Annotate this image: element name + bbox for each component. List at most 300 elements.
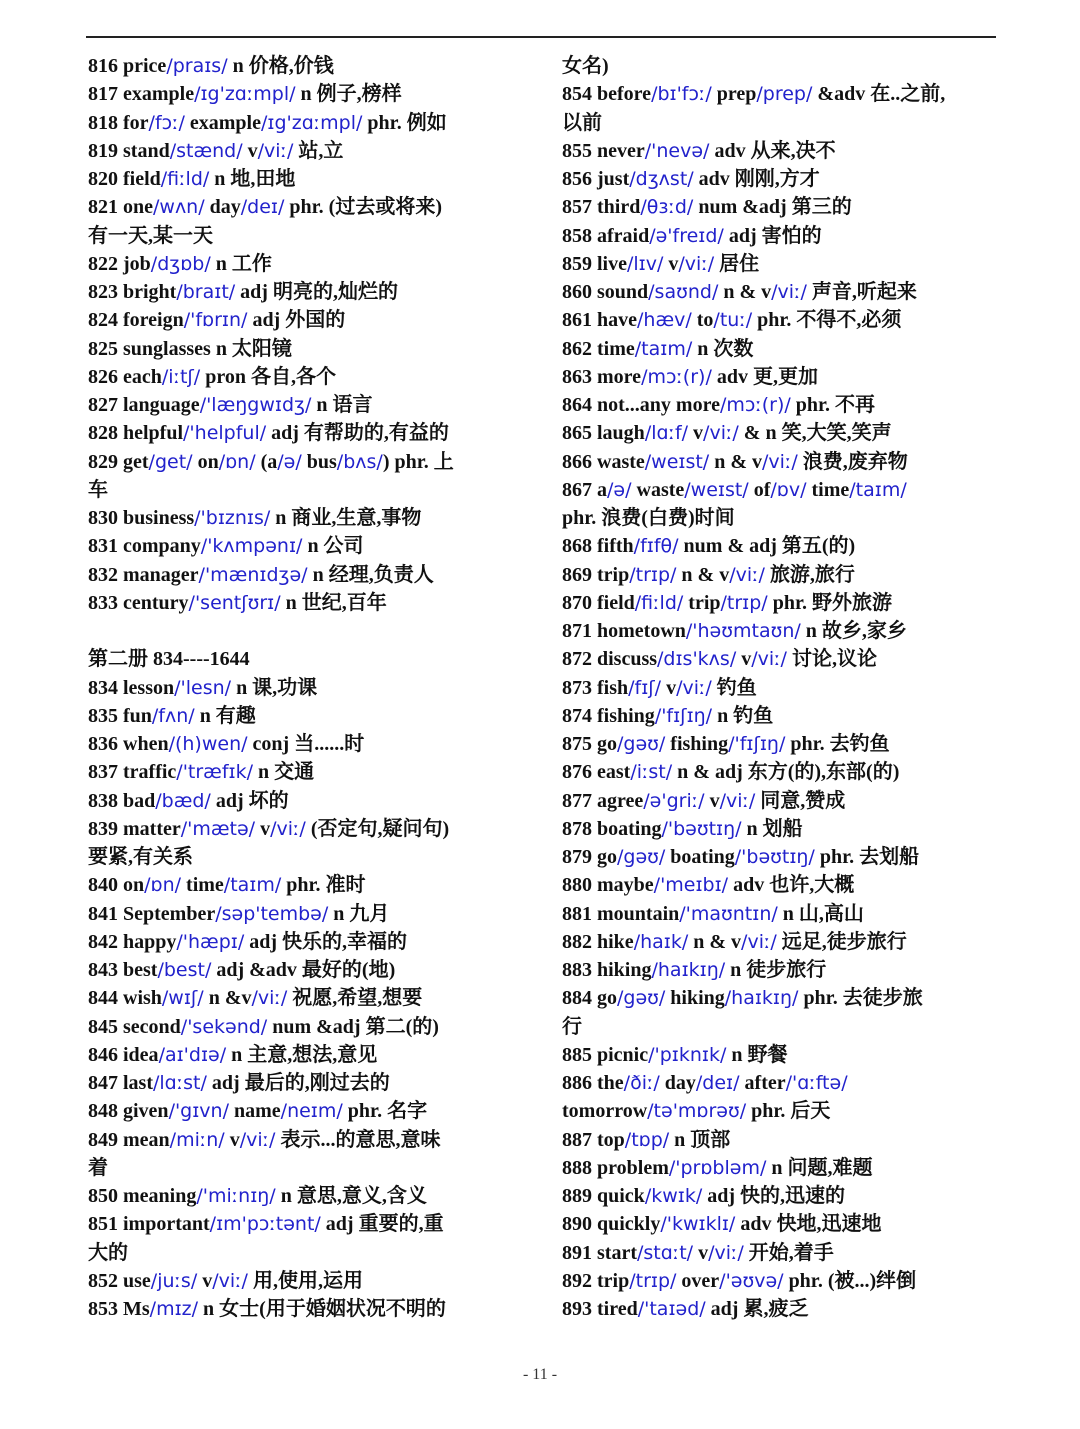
vocab-line	[88, 165, 522, 193]
phonetic: /viː/	[751, 648, 787, 671]
phonetic: /neɪm/	[280, 1100, 343, 1123]
phonetic: /best/	[157, 959, 212, 981]
entry-text: n 划船	[741, 817, 803, 840]
phonetic: /'nevə/	[644, 139, 710, 162]
phonetic: /'ɑːftə/	[785, 1072, 848, 1094]
phonetic: /dʒʌst/	[629, 168, 694, 190]
phonetic: /gəʊ/	[617, 987, 666, 1010]
entry-text: 876 east	[562, 761, 631, 784]
entry-text: 817 example	[88, 83, 195, 106]
entry-text: num & adj 第五(的)	[678, 535, 856, 558]
phonetic: /viː/	[703, 422, 739, 445]
phonetic: /juːs/	[150, 1269, 198, 1292]
vocab-line	[88, 730, 522, 758]
entry-text: v	[255, 817, 271, 840]
entry-text: 第二册 834----1644	[88, 648, 250, 671]
entry-text: bus	[301, 450, 337, 473]
entry-text: v	[736, 648, 752, 671]
vocab-line	[562, 645, 1002, 673]
entry-text: 843 best	[88, 959, 158, 981]
entry-text: 872 discuss	[562, 648, 658, 671]
entry-text: 882 hike	[562, 930, 634, 953]
vocab-line	[88, 222, 522, 250]
phonetic: /saʊnd/	[648, 281, 719, 303]
entry-text: 865 laugh	[562, 422, 645, 445]
entry-text: 以前	[562, 111, 602, 134]
entry-text: n 徒步旅行	[725, 959, 827, 981]
entry-text: phr. 去徒步旅	[798, 987, 923, 1010]
entry-text: 大的	[88, 1241, 128, 1264]
entry-text: 834 lesson	[88, 676, 175, 699]
entry-text: &adv 在..之前,	[812, 83, 946, 106]
entry-text: 891 start	[562, 1241, 637, 1264]
entry-text: 878 boating	[562, 817, 662, 840]
phonetic: /ə/	[607, 478, 632, 501]
phonetic: /viː/	[678, 252, 715, 275]
vocab-line	[562, 815, 1002, 843]
vocab-line	[88, 193, 522, 221]
phonetic: /get/	[148, 450, 193, 473]
entry-text: n 交通	[253, 761, 315, 784]
entry-text: time	[806, 478, 850, 501]
entry-text: 841 September	[88, 902, 216, 925]
vocab-line	[562, 476, 1002, 504]
phonetic: /dʒɒb/	[150, 252, 211, 275]
page-number: - 11 -	[522, 1366, 558, 1383]
phonetic: /haɪk/	[633, 930, 689, 953]
phonetic: /(h)wen/	[168, 733, 248, 755]
entry-text: v	[224, 1128, 240, 1151]
phonetic: /aɪ'dɪə/	[158, 1043, 227, 1066]
entry-text: time	[181, 874, 224, 897]
vocab-line	[88, 787, 522, 815]
vocab-line	[88, 391, 522, 419]
phonetic: /viː/	[676, 676, 712, 699]
entry-text: n 价格,价钱	[227, 55, 334, 77]
entry-text: phr. 不得不,必须	[752, 309, 902, 332]
phonetic: /dɪs'kʌs/	[657, 648, 737, 671]
entry-text: 889 quick	[562, 1185, 645, 1207]
vocab-line	[562, 391, 1002, 419]
entry-text: adv 快地,迅速地	[735, 1213, 882, 1236]
vocab-line	[562, 758, 1002, 786]
entry-text: 847 last	[88, 1072, 153, 1094]
entry-text: n 顶部	[669, 1128, 731, 1151]
left-column	[88, 52, 522, 1323]
entry-text: 881 mountain	[562, 902, 680, 925]
vocab-line	[88, 645, 522, 673]
entry-text: 842 happy	[88, 930, 177, 953]
phonetic: /'bɪznɪs/	[194, 507, 271, 529]
vocab-line	[562, 137, 1002, 165]
phonetic: /viː/	[251, 987, 288, 1010]
entry-text: 821 one	[88, 196, 153, 219]
vocab-line	[562, 1126, 1002, 1154]
vocab-line	[88, 109, 522, 137]
vocab-line	[562, 1239, 1002, 1267]
entry-text: 857 third	[562, 196, 641, 219]
entry-text: 852 use	[88, 1269, 151, 1292]
vocab-line	[562, 1267, 1002, 1295]
phonetic: /wʌn/	[153, 196, 205, 219]
entry-text: 830 business	[88, 507, 195, 529]
vocab-line	[88, 984, 522, 1012]
entry-text: 837 traffic	[88, 761, 177, 784]
vocab-line	[562, 1154, 1002, 1182]
phonetic: /fɪʃ/	[628, 676, 662, 699]
phonetic: /braɪt/	[176, 281, 236, 303]
phonetic: /prep/	[756, 83, 813, 106]
entry-text: 840 on	[88, 874, 145, 897]
phonetic: /'sentʃʊrɪ/	[188, 591, 281, 614]
entry-text: waste	[631, 478, 685, 501]
phonetic: /kwɪk/	[644, 1185, 703, 1207]
entry-text: 859 live	[562, 252, 627, 275]
entry-text: on	[192, 450, 219, 473]
vocab-line	[562, 1210, 1002, 1238]
phonetic: /'gɪvn/	[168, 1100, 229, 1123]
entry-text: 848 given	[88, 1100, 169, 1123]
entry-text: day	[659, 1072, 696, 1094]
vocab-line	[562, 109, 1002, 137]
vocab-line	[562, 1097, 1002, 1125]
entry-text: pron 各自,各个	[200, 365, 336, 388]
vocab-line	[88, 532, 522, 560]
entry-text: adj 外国的	[247, 309, 346, 332]
entry-text: 行	[562, 1015, 582, 1038]
phonetic: /gəʊ/	[617, 733, 666, 755]
vocab-line	[88, 1182, 522, 1210]
phonetic: /ðiː/	[623, 1072, 660, 1094]
entry-text: 表示...的意思,意味	[275, 1128, 441, 1151]
vocab-line	[88, 1069, 522, 1097]
phonetic: /stɑːt/	[636, 1241, 694, 1264]
phonetic: /lɑːf/	[644, 422, 689, 445]
entry-text: 钓鱼	[711, 676, 757, 699]
entry-text: 开始,着手	[743, 1241, 834, 1264]
vocab-line	[562, 278, 1002, 306]
entry-text: 871 hometown	[562, 620, 686, 642]
entry-text: n 问题,难题	[766, 1156, 873, 1179]
vocab-line	[88, 758, 522, 786]
entry-text: phr. 准时	[281, 874, 366, 897]
entry-text: adv 刚刚,方才	[693, 168, 820, 190]
entry-text: 851 important	[88, 1213, 210, 1236]
entry-text: 873 fish	[562, 676, 629, 699]
entry-text: 822 job	[88, 252, 151, 275]
entry-text: n & v	[676, 563, 730, 586]
entry-text: 849 mean	[88, 1128, 170, 1151]
vocab-line	[88, 476, 522, 504]
entry-text: 818 for	[88, 111, 149, 134]
phonetic: /'sekənd/	[180, 1015, 268, 1038]
entry-text: n 次数	[692, 337, 754, 360]
vocab-line	[88, 448, 522, 476]
phonetic: /'prɒbləm/	[668, 1156, 767, 1179]
entry-text: v	[197, 1269, 213, 1292]
entry-text: n & v	[688, 930, 742, 953]
entry-text: after	[739, 1072, 786, 1094]
entry-text: v	[242, 139, 258, 162]
entry-text: phr. 去划船	[814, 846, 920, 868]
vocab-line	[562, 532, 1002, 560]
entry-text: n 语言	[311, 394, 373, 416]
entry-text: num &adj 第二(的)	[267, 1015, 439, 1038]
entry-text: ) phr. 上	[382, 450, 454, 473]
vocab-line	[88, 1267, 522, 1295]
phonetic: /praɪs/	[166, 55, 228, 77]
phonetic: /iːtʃ/	[161, 365, 201, 388]
vocab-line	[88, 674, 522, 702]
entry-text: adj 有帮助的,有益的	[266, 422, 449, 445]
vocab-line	[562, 250, 1002, 278]
phonetic: /'miːnɪŋ/	[196, 1185, 276, 1207]
entry-text: phr. 例如	[362, 111, 447, 134]
entry-text: 839 matter	[88, 817, 181, 840]
top-rule	[86, 36, 996, 38]
phonetic: /trɪp/	[629, 563, 677, 586]
entry-text: n 课,功课	[231, 676, 318, 699]
vocab-line	[88, 1126, 522, 1154]
phonetic: /gəʊ/	[617, 846, 666, 868]
entry-text: 856 just	[562, 168, 630, 190]
entry-text: 883 hiking	[562, 959, 652, 981]
entry-text: 浪费,废弃物	[797, 450, 908, 473]
entry-text: 827 language	[88, 394, 200, 416]
phonetic: /tɒp/	[624, 1128, 670, 1151]
entry-text: 879 go	[562, 846, 617, 868]
vocab-line	[88, 589, 522, 617]
phonetic: /mɔː(r)/	[641, 365, 712, 388]
right-column	[562, 52, 1002, 1323]
entry-text: n 世纪,百年	[280, 591, 387, 614]
entry-text: 869 trip	[562, 563, 630, 586]
vocab-line	[88, 250, 522, 278]
phonetic: /'lesn/	[174, 676, 232, 699]
entry-text: 车	[88, 478, 108, 501]
phonetic: /fʌn/	[151, 704, 195, 727]
entry-text: over	[676, 1269, 720, 1292]
vocab-line	[88, 1210, 522, 1238]
entry-text: adj 坏的	[210, 789, 289, 812]
entry-text: v	[704, 789, 720, 812]
entry-text: 875 go	[562, 733, 617, 755]
entry-text: n 工作	[210, 252, 272, 275]
vocab-line	[88, 306, 522, 334]
entry-text: 850 meaning	[88, 1185, 197, 1207]
entry-text: 893 tired	[562, 1298, 638, 1320]
phonetic: /hæv/	[637, 309, 692, 332]
entry-text: n 商业,生意,事物	[270, 507, 422, 529]
entry-text: 833 century	[88, 591, 189, 614]
phonetic: /'həʊmtaʊn/	[685, 620, 801, 642]
phonetic: /ɪg'zɑːmpl/	[194, 83, 296, 106]
entry-text: adj 快的,迅速的	[702, 1185, 846, 1207]
entry-text: v	[663, 252, 679, 275]
vocab-line	[562, 1041, 1002, 1069]
entry-text: 835 fun	[88, 704, 152, 727]
entry-text: 880 maybe	[562, 874, 654, 897]
phonetic: /θɜːd/	[640, 196, 694, 219]
entry-text: 874 fishing	[562, 704, 655, 727]
entry-text: 824 foreign	[88, 309, 184, 332]
vocab-line	[88, 363, 522, 391]
entry-text: hiking	[665, 987, 725, 1010]
phonetic: /'fɒrɪn/	[183, 309, 248, 332]
entry-text: 845 second	[88, 1015, 181, 1038]
vocab-line	[88, 617, 522, 645]
entry-text: num &adj 第三的	[693, 196, 852, 219]
entry-text: 888 problem	[562, 1156, 669, 1179]
entry-text: 要紧,有关系	[88, 846, 193, 868]
phonetic: /viː/	[239, 1128, 276, 1151]
entry-text: 892 trip	[562, 1269, 630, 1292]
phonetic: /'fɪʃɪŋ/	[654, 704, 713, 727]
vocab-line	[88, 80, 522, 108]
entry-text: phr. 名字	[342, 1100, 428, 1123]
entry-text: 864 not...any more	[562, 394, 720, 416]
phonetic: /'kʌmpənɪ/	[200, 535, 303, 558]
entry-text: adj 害怕的	[723, 224, 822, 247]
entry-text: 860 sound	[562, 281, 649, 303]
entry-text: v	[693, 1241, 709, 1264]
phonetic: /viː/	[771, 281, 807, 303]
vocab-line	[88, 1239, 522, 1267]
entry-text: 讨论,议论	[786, 648, 877, 671]
entry-text: 站,立	[293, 139, 344, 162]
vocab-line	[88, 561, 522, 589]
entry-text: conj 当......时	[247, 733, 365, 755]
phonetic: /bɪ'fɔː/	[651, 83, 712, 106]
vocab-line	[562, 222, 1002, 250]
phonetic: /'helpful/	[183, 422, 267, 445]
entry-text: 861 have	[562, 309, 637, 332]
entry-text: 816 price	[88, 55, 167, 77]
entry-text: 825 sunglasses n 太阳镜	[88, 337, 292, 360]
entry-text: 885 picnic	[562, 1043, 649, 1066]
entry-text: of	[748, 478, 771, 501]
vocab-line	[88, 1154, 522, 1182]
vocab-line	[562, 787, 1002, 815]
entry-text: adj 明亮的,灿烂的	[235, 281, 398, 303]
phonetic: /ɒn/	[144, 874, 182, 897]
phonetic: /weɪst/	[684, 478, 749, 501]
vocab-line	[562, 871, 1002, 899]
vocab-line	[88, 137, 522, 165]
entry-text: 866 waste	[562, 450, 645, 473]
entry-text: phr. 野外旅游	[767, 591, 892, 614]
phonetic: /bæd/	[155, 789, 211, 812]
phonetic: /deɪ/	[240, 196, 285, 219]
vocab-line	[88, 843, 522, 871]
vocab-line	[562, 617, 1002, 645]
phonetic: /bʌs/	[336, 450, 383, 473]
entry-text: n 地,田地	[209, 168, 296, 190]
entry-text: 863 more	[562, 365, 642, 388]
entry-text: phr. 去钓鱼	[785, 733, 890, 755]
vocab-line	[88, 1041, 522, 1069]
entry-text: n & v	[718, 281, 772, 303]
phonetic: /'fɪʃɪŋ/	[728, 733, 786, 755]
vocab-line	[562, 589, 1002, 617]
entry-text: adv 从来,决不	[709, 139, 836, 162]
entry-text: trip	[683, 591, 721, 614]
entry-text: & n 笑,大笑,笑声	[738, 422, 892, 445]
vocab-line	[88, 956, 522, 984]
entry-text: to	[691, 309, 714, 332]
entry-text: adv 更,更加	[711, 365, 818, 388]
vocab-line	[88, 504, 522, 532]
phonetic: /fiːld/	[634, 591, 684, 614]
entry-text: phr. 不再	[790, 394, 876, 416]
phonetic: /taɪm/	[634, 337, 693, 360]
phonetic: /haɪkɪŋ/	[651, 959, 726, 981]
entry-text: adv 也许,大概	[728, 874, 855, 897]
vocab-line	[562, 335, 1002, 363]
phonetic: /'mætə/	[180, 817, 256, 840]
vocab-line	[88, 335, 522, 363]
vocab-line	[88, 815, 522, 843]
phonetic: /ɪg'zɑːmpl/	[260, 111, 363, 134]
phonetic: /ɒv/	[770, 478, 807, 501]
phonetic: /viː/	[257, 139, 294, 162]
phonetic: /'mænɪdʒə/	[198, 563, 308, 586]
vocab-line	[562, 674, 1002, 702]
phonetic: /wɪʃ/	[161, 987, 204, 1010]
vocab-line	[562, 702, 1002, 730]
entry-text: 有一天,某一天	[88, 224, 213, 247]
phonetic: /ə'griː/	[643, 789, 705, 812]
phonetic: /'kwɪklɪ/	[660, 1213, 736, 1236]
entry-text: 836 when	[88, 733, 169, 755]
entry-text: example	[184, 111, 261, 134]
vocab-line	[562, 1182, 1002, 1210]
phonetic: /mɔː(r)/	[719, 394, 791, 416]
entry-text: 831 company	[88, 535, 201, 558]
entry-text: 祝愿,希望,想要	[287, 987, 423, 1010]
entry-text: day	[204, 196, 241, 219]
entry-text: 838 bad	[88, 789, 156, 812]
vocab-line	[562, 900, 1002, 928]
entry-text: n 九月	[328, 902, 390, 925]
entry-text: 旅游,旅行	[764, 563, 855, 586]
vocab-line	[562, 80, 1002, 108]
entry-text: 868 fifth	[562, 535, 634, 558]
phonetic: /miːn/	[169, 1128, 225, 1151]
entry-text: n & adj 东方(的),东部(的)	[672, 761, 900, 784]
entry-text: n 钓鱼	[712, 704, 774, 727]
entry-text: 着	[88, 1156, 108, 1179]
entry-text: (a	[255, 450, 278, 473]
entry-text: 819 stand	[88, 139, 170, 162]
entry-text: adj 快乐的,幸福的	[244, 930, 408, 953]
vocab-line	[562, 843, 1002, 871]
vocab-line	[88, 1097, 522, 1125]
entry-text: n 公司	[302, 535, 364, 558]
entry-text: 826 each	[88, 365, 162, 388]
vocab-line	[562, 1069, 1002, 1097]
phonetic: /taɪm/	[849, 478, 907, 501]
entry-text: n 例子,榜样	[295, 83, 402, 106]
entry-text: adj 最后的,刚过去的	[206, 1072, 390, 1094]
entry-text: 887 top	[562, 1128, 625, 1151]
vocab-line	[88, 928, 522, 956]
vocab-line	[562, 956, 1002, 984]
entry-text: phr. 后天	[746, 1100, 831, 1123]
vocab-line	[562, 504, 1002, 532]
phonetic: /lɑːst/	[153, 1072, 207, 1094]
vocab-line	[88, 52, 522, 80]
